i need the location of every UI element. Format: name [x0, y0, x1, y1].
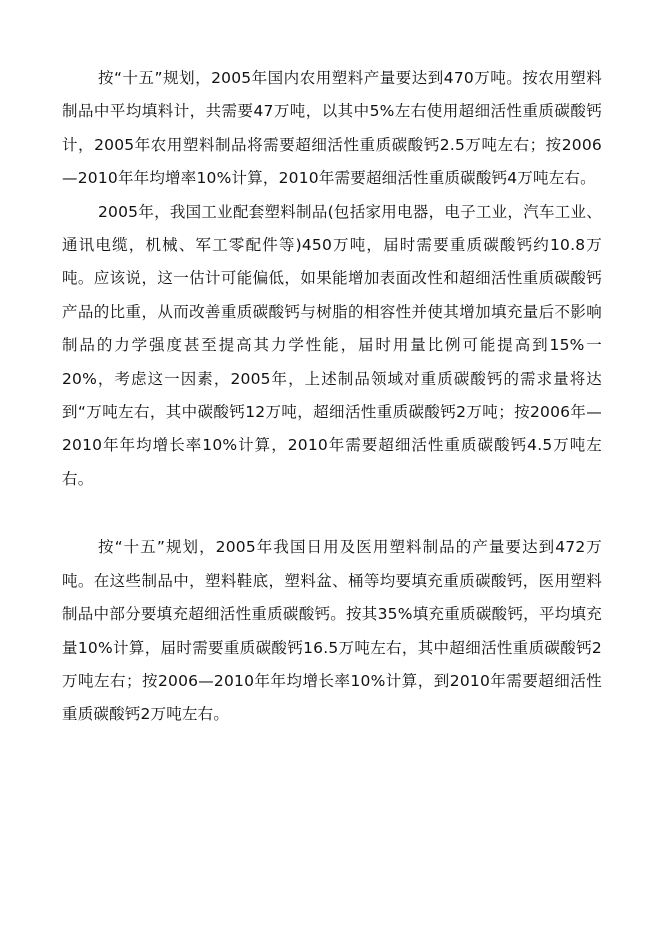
paragraph-daily-medical-plastics: 按“十五”规划，2005年我国日用及医用塑料制品的产量要达到472万吨。在这些制品中，塑料鞋底，塑料盆、桶等均要填充重质碳酸钙，医用塑料制品中部分要填充超细活性重质碳酸钙。按其35%填充重质碳酸钙，平均填充量10%计算，届时需要重质碳酸钙16.5万吨左右，其中超细活性重质碳酸钙2万吨左右；按2006—2010年年均增长率10%计算，到2010年需要超细活性重质碳酸钙2万吨左右。	[62, 538, 602, 724]
paragraph-industrial-plastics: 2005年，我国工业配套塑料制品(包括家用电器，电子工业，汽车工业、通讯电缆，机械、军工零配件等)450万吨，届时需要重质碳酸钙约10.8万吨。应该说，这一估计可能偏低，如果能增加表面改性和超细活性重质碳酸钙产品的比重，从而改善重质碳酸钙与树脂的相容性并使其增加填充量后不影响制品的力学强度甚至提高其力学性能，届时用量比例可能提高到15%一20%，考虑这一因素，2005年，上述制品领域对重质碳酸钙的需求量将达到“万吨左右，其中碳酸钙12万吨，超细活性重质碳酸钙2万吨；按2006年—2010年年均增长率10%计算，2010年需要超细活性重质碳酸钙4.5万吨左右。	[62, 202, 602, 488]
document-page	[62, 62, 602, 732]
paragraph-spacer	[62, 496, 602, 531]
paragraph-agricultural-plastics: 按“十五”规划，2005年国内农用塑料产量要达到470万吨。按农用塑料制品中平均填料计，共需要47万吨，以其中5%左右使用超细活性重质碳酸钙计，2005年农用塑料制品将需要超细活性重质碳酸钙2.5万吨左右；按2006—2010年年均增率10%计算，2010年需要超细活性重质碳酸钙4万吨左右。	[62, 69, 602, 188]
